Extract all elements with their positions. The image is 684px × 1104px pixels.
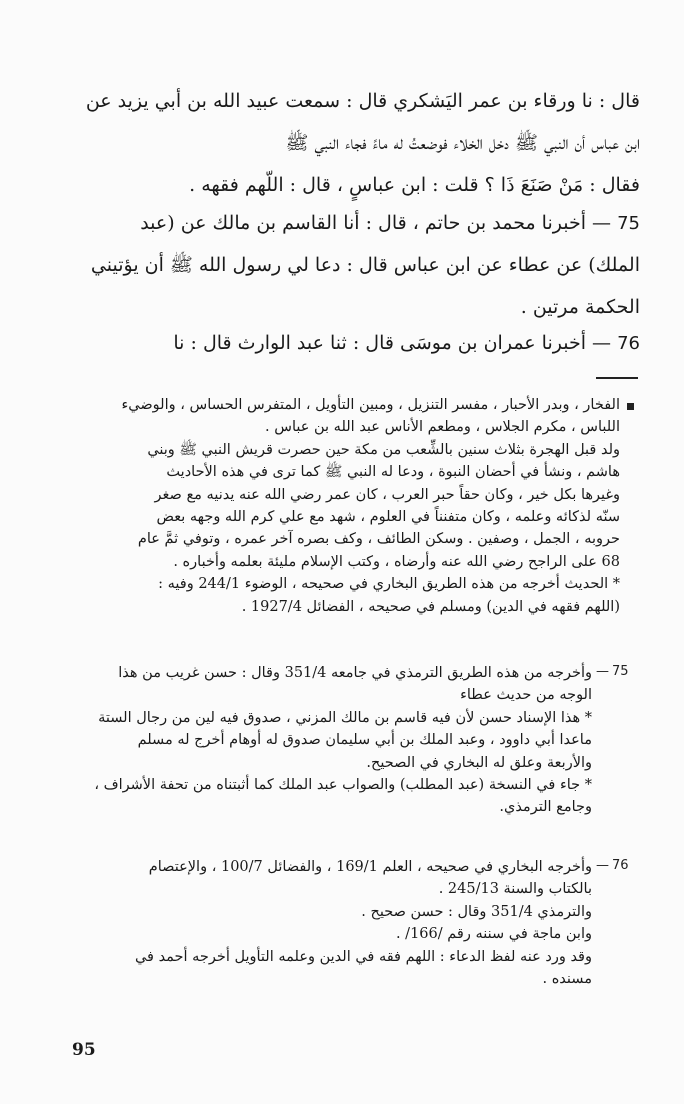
note-75-number: 75 <box>612 664 629 679</box>
hadith-75-line-2: الملك) عن عطاء عن ابن عباس قال : دعا لي رسول الله ﷺ أن يؤتيني <box>90 254 640 276</box>
hadith-75-number: 75 <box>617 213 640 234</box>
page-number: 95 <box>72 1040 96 1060</box>
hadith-76 <box>72 322 640 364</box>
footnote-bio <box>80 394 620 618</box>
note-75-line-2: الوجه من حديث عطاء <box>460 687 592 704</box>
takhrij-line-2: (اللهم فقهه في الدين) ومسلم في صحيحه ، الفضائل 1927/4 . <box>241 598 620 615</box>
footnote-75 <box>72 662 592 819</box>
main-line-1: قال : نا ورقاء بن عمر اليَشكري قال : سمعت عبيد الله بن أبي يزيد عن <box>85 90 640 112</box>
hadith-76-number: 76 <box>617 333 640 354</box>
main-line-3: فقال : مَنْ صَنَعَ ذَا ؟ قلت : ابن عباسٍ ، قال : اللّهم فقهه . <box>189 174 640 196</box>
hadith-76-text: أخبرنا عمران بن موسَى قال : ثنا عبد الوارث قال : نا <box>173 332 586 354</box>
note-75-line-5: والأربعة وعلق له البخاري في الصحيح. <box>366 754 592 771</box>
bio-line-8: 68 على الراجح رضي الله عنه وأرضاه ، وكتب الإسلام مليئة بعلمه وأخباره . <box>173 553 620 570</box>
note-76-line-1: وأخرجه البخاري في صحيحه ، العلم 169/1 ، والفضائل 100/7 ، والإعتصام <box>148 859 592 875</box>
note-76-line-2: بالكتاب والسنة 245/13 . <box>438 881 592 898</box>
hadith-75 <box>72 202 640 328</box>
note-75-line-6: * جاء في النسخة (عبد المطلب) والصواب عبد الملك كما أثبتناه من تحفة الأشراف ، <box>94 776 592 793</box>
main-line-2: ابن عباس أن النبي ﷺ دخل الخلاء فوضعتُ له ماءً فجاء النبي ﷺ <box>285 132 640 154</box>
hadith-75-dash: — <box>592 212 612 234</box>
note-76-marker <box>612 858 629 873</box>
note-76-dash: — <box>596 858 609 873</box>
bio-line-2: اللباس ، مكرم الجلاس ، ومطعم الأناس عبد الله بن عباس . <box>265 419 620 436</box>
note-76-line-6: مسنده . <box>542 970 592 987</box>
note-75-line-1: وأخرجه من هذه الطريق الترمذي في جامعه 351/4 وقال : حسن غريب من هذا <box>118 665 592 681</box>
note-76-number: 76 <box>612 858 629 873</box>
bio-line-6: سنّه لذكائه وعلمه ، وكان متفنناً في العلوم ، شهد مع علي كرم الله وجهه بعض <box>156 508 620 525</box>
bio-line-7: حروبه ، الجمل ، وصفين . وسكن الطائف ، وكف بصره آخر عمره ، وتوفي ثمَّ عام <box>137 531 620 548</box>
hadith-75-text-1: أخبرنا محمد بن حاتم ، قال : أنا القاسم بن مالك عن (عبد <box>140 212 586 234</box>
hadith-76-dash: — <box>592 332 612 354</box>
note-76-line-5: وقد ورد عنه لفظ الدعاء : اللهم فقه في الدين وعلمه التأويل أخرجه أحمد في <box>134 948 592 965</box>
takhrij-line-1: * الحديث أخرجه من هذه الطريق البخاري في صحيحه ، الوضوء 244/1 وفيه : <box>158 576 620 593</box>
note-75-dash: — <box>596 664 609 679</box>
main-narration <box>72 80 640 206</box>
bio-line-1: الفخار ، وبدر الأحبار ، مفسر التنزيل ، ومبين التأويل ، المتفرس الحساس ، والوضيء <box>121 397 620 413</box>
note-75-line-4: ماعدا أبي داوود ، وعبد الملك بن أبي سليمان صدوق له أوهام أخرج له مسلم <box>137 732 592 749</box>
note-76-line-4: وابن ماجة في سننه رقم /166/ . <box>395 926 592 943</box>
bio-line-3: ولد قبل الهجرة بثلاث سنين بالشِّعب من مكة حين حصرت قريش النبي ﷺ وبني <box>147 441 620 458</box>
hadith-75-line-3: الحكمة مرتين . <box>520 296 640 318</box>
bio-line-4: هاشم ، ونشأ في أحضان النبوة ، ودعا له النبي ﷺ كما ترى في هذه الأحاديث <box>166 464 620 481</box>
bio-line-5: وغيرها بكل خير ، وكان حقاً حبر العرب ، كان عمر رضي الله عنه يدنيه مع صغر <box>154 486 620 503</box>
note-76-line-3: والترمذي 351/4 وقال : حسن صحيح . <box>361 903 592 920</box>
footnote-divider <box>596 377 638 379</box>
note-75-line-3: * هذا الإسناد حسن لأن فيه قاسم بن مالك المزني ، صدوق فيه لين من رجال الستة <box>98 709 592 726</box>
footnote-76 <box>72 856 592 990</box>
hadith-76-line-1 <box>72 322 640 364</box>
footnote-marker-square <box>627 403 634 410</box>
note-75-line-7: وجامع الترمذي. <box>499 799 592 816</box>
note-75-marker <box>612 664 629 679</box>
hadith-75-line-1 <box>72 202 640 244</box>
